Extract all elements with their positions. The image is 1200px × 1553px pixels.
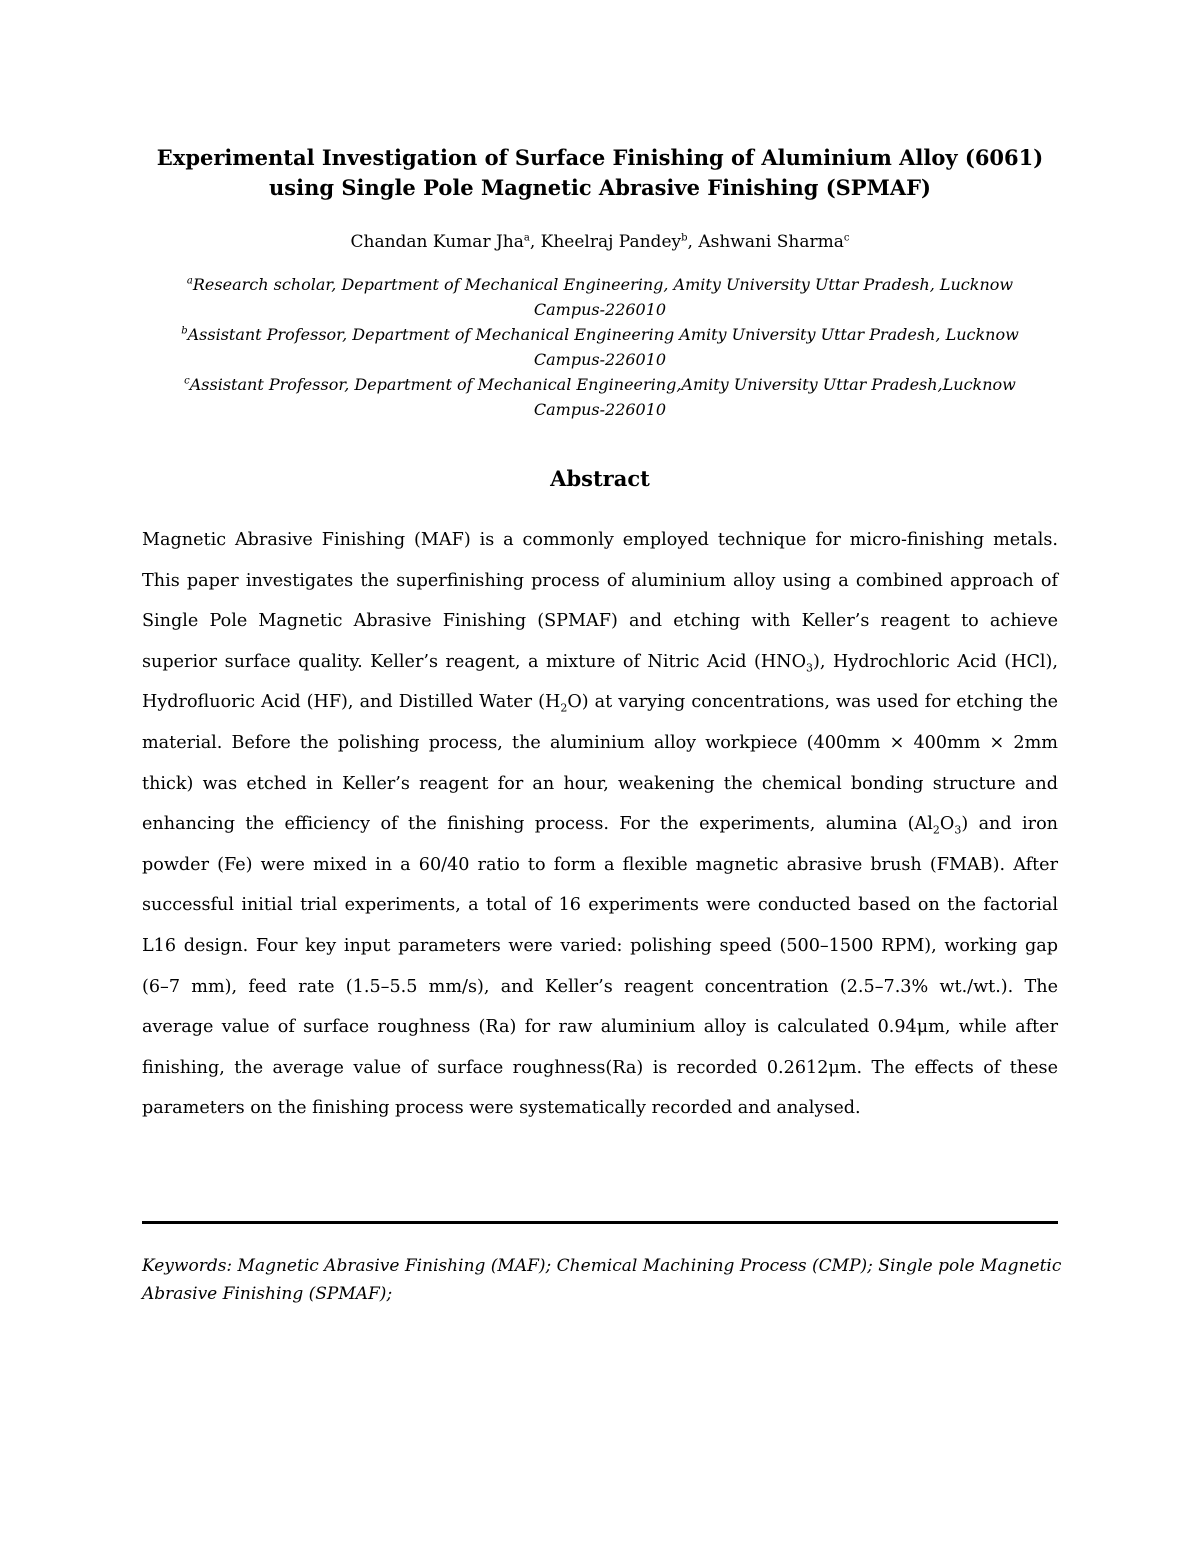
affiliation-text: Assistant Professor, Department of Mechanical Engineering,Amity University Uttar Pradesh,Lucknow bbox=[189, 375, 1016, 394]
title-line-1: Experimental Investigation of Surface Finishing of Aluminium Alloy (6061) bbox=[156, 145, 1044, 170]
subscript: 3 bbox=[806, 661, 813, 675]
author-name: Chandan Kumar Jha bbox=[350, 232, 524, 252]
author-name: Kheelraj Pandey bbox=[540, 232, 682, 252]
affiliation-line bbox=[130, 372, 1070, 397]
paper-title bbox=[100, 143, 1100, 203]
affiliation-line bbox=[130, 272, 1070, 297]
abstract-body bbox=[142, 520, 1058, 1129]
subscript: 3 bbox=[954, 823, 962, 837]
affiliation-text: Research scholar, Department of Mechanical Engineering, Amity University Uttar Pradesh, Lucknow bbox=[192, 275, 1014, 294]
abstract-text: Magnetic Abrasive Finishing (MAF) is a commonly employed technique for micro-finishing metals. This paper investigates the superfinishing process of aluminium alloy using a combined approach of Single Pole Magnetic Abrasive Finishing (SPMAF) and etching with Keller’s reagent to achieve superior surface quality. Keller’s reagent, a mixture of Nitric Acid (HNO bbox=[142, 530, 1058, 672]
section-divider bbox=[142, 1221, 1058, 1224]
abstract-heading: Abstract bbox=[550, 466, 650, 491]
affiliation-text: Assistant Professor, Department of Mechanical Engineering Amity University Uttar Pradesh, Lucknow bbox=[187, 325, 1019, 344]
affiliation-mark: c bbox=[184, 375, 190, 387]
subscript: 2 bbox=[560, 701, 568, 715]
affiliation-campus: Campus-226010 bbox=[533, 400, 667, 419]
affiliation-mark: b bbox=[181, 325, 188, 337]
affiliation-line bbox=[130, 322, 1070, 347]
affiliation-campus: Campus-226010 bbox=[533, 300, 667, 319]
author-mark: c bbox=[843, 232, 850, 244]
affiliation-mark: a bbox=[186, 275, 193, 287]
subscript: 2 bbox=[932, 823, 940, 837]
author-mark: a bbox=[523, 232, 530, 244]
author-name: Ashwani Sharma bbox=[698, 232, 844, 252]
abstract-text: ), Hydrochloric Acid (HCl), Hydrofluoric Acid (HF), and Distilled Water (H bbox=[142, 651, 1059, 713]
author-separator: , bbox=[687, 232, 699, 252]
affiliation-list bbox=[130, 272, 1070, 422]
author-separator: , bbox=[529, 232, 541, 252]
affiliation-b bbox=[130, 322, 1070, 372]
affiliation-campus: Campus-226010 bbox=[533, 350, 667, 369]
title-line-2: using Single Pole Magnetic Abrasive Finishing (SPMAF) bbox=[269, 175, 931, 200]
keywords: Keywords: Magnetic Abrasive Finishing (MAF); Chemical Machining Process (CMP); Single pole Magnetic Abrasive Finishing (SPMAF); bbox=[142, 1256, 1062, 1304]
abstract-text: O) at varying concentrations, was used for etching the material. Before the polishing process, the aluminium alloy workpiece (400mm × 400mm × 2mm thick) was etched in Keller’s reagent for an hour, weakening the chemical bonding structure and enhancing the efficiency of the finishing process. For the experiments, alumina (Al bbox=[142, 692, 1059, 835]
author-list bbox=[100, 229, 1100, 255]
abstract-text: ) and iron powder (Fe) were mixed in a 60/40 ratio to form a flexible magnetic abrasive brush (FMAB). After successful initial trial experiments, a total of 16 experiments were conducted based on the factorial L16 design. Four key input parameters were varied: polishing speed (500–1500 RPM), working gap (6–7 mm), feed rate (1.5–5.5 mm/s), and Keller’s reagent concentration (2.5–7.3% wt./wt.). The average value of surface roughness (Ra) for raw aluminium alloy is calculated 0.94μm, while after finishing, the average value of surface roughness(Ra) is recorded 0.2612μm. The effects of these parameters on the finishing process were systematically recorded and analysed. bbox=[142, 814, 1058, 1119]
abstract-text: O bbox=[939, 814, 955, 835]
author-mark: b bbox=[681, 232, 688, 244]
affiliation-a bbox=[130, 272, 1070, 322]
affiliation-c bbox=[130, 372, 1070, 422]
